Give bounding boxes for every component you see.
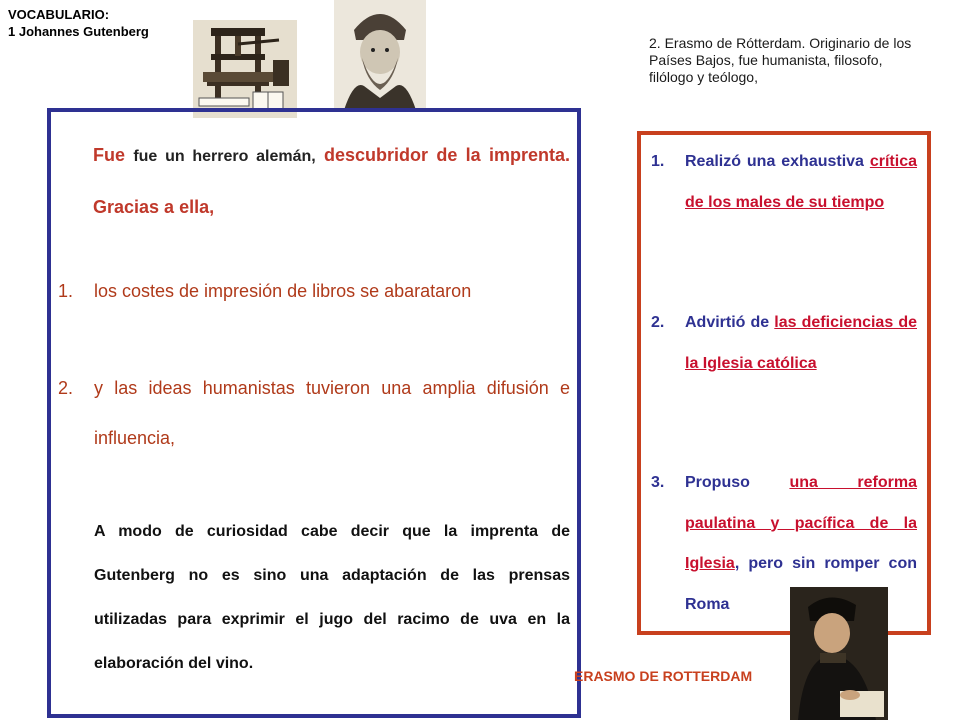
intro-herrero: fue un herrero alemán, [133,148,316,165]
gutenberg-portrait-image [334,0,426,110]
vocabulary-item: 1 Johannes Gutenberg [8,24,149,39]
erasmus-list-item [651,303,917,384]
list-text: y las ideas humanistas tuvieron una amplia difusión e influencia, [94,378,570,448]
gutenberg-list-item [58,363,570,463]
erasmus-label: ERASMO DE ROTTERDAM [574,668,753,684]
gutenberg-list-item [58,266,570,316]
erasmus-list-item [651,142,917,223]
erasmus-portrait-image [790,587,888,720]
erasmus-caption: 2. Erasmo de Rótterdam. Originario de los Países Bajos, fue humanista, filosofo, filólogo y teólogo, [649,35,912,85]
plain-text: Realizó una exhaustiva [685,153,870,170]
list-number: 1. [651,153,665,170]
intro-fue: Fue [93,145,126,165]
list-text: los costes de impresión de libros se abarataron [94,281,472,301]
underlined-text: una reforma paulatina y pacífica de la Iglesia [685,474,917,572]
list-number: 2. [58,378,74,398]
list-text [685,142,917,223]
underlined-text: las deficiencias de la Iglesia católica [685,314,917,372]
vocabulary-header [8,6,149,40]
list-number: 3. [651,474,665,491]
vocabulary-title: VOCABULARIO: [8,7,110,22]
plain-text: Propuso [685,474,790,491]
plain-text: Advirtió de [685,314,775,331]
list-text [685,303,917,384]
intro-descubridor: descubridor de la imprenta. Gracias a ella, [93,145,570,217]
list-number: 1. [58,281,74,301]
curiosity-paragraph: A modo de curiosidad cabe decir que la imprenta de Gutenberg no es sino una adaptación de las prensas utilizadas para exprimir el jugo del racimo de uva en la elaboración del vino. [94,523,570,672]
printing-press-image [193,20,297,118]
gutenberg-intro [93,130,570,232]
underlined-text: crítica de los males de su tiempo [685,153,917,211]
list-number: 2. [651,314,665,331]
after-text: , pero sin romper con Roma [685,555,917,613]
